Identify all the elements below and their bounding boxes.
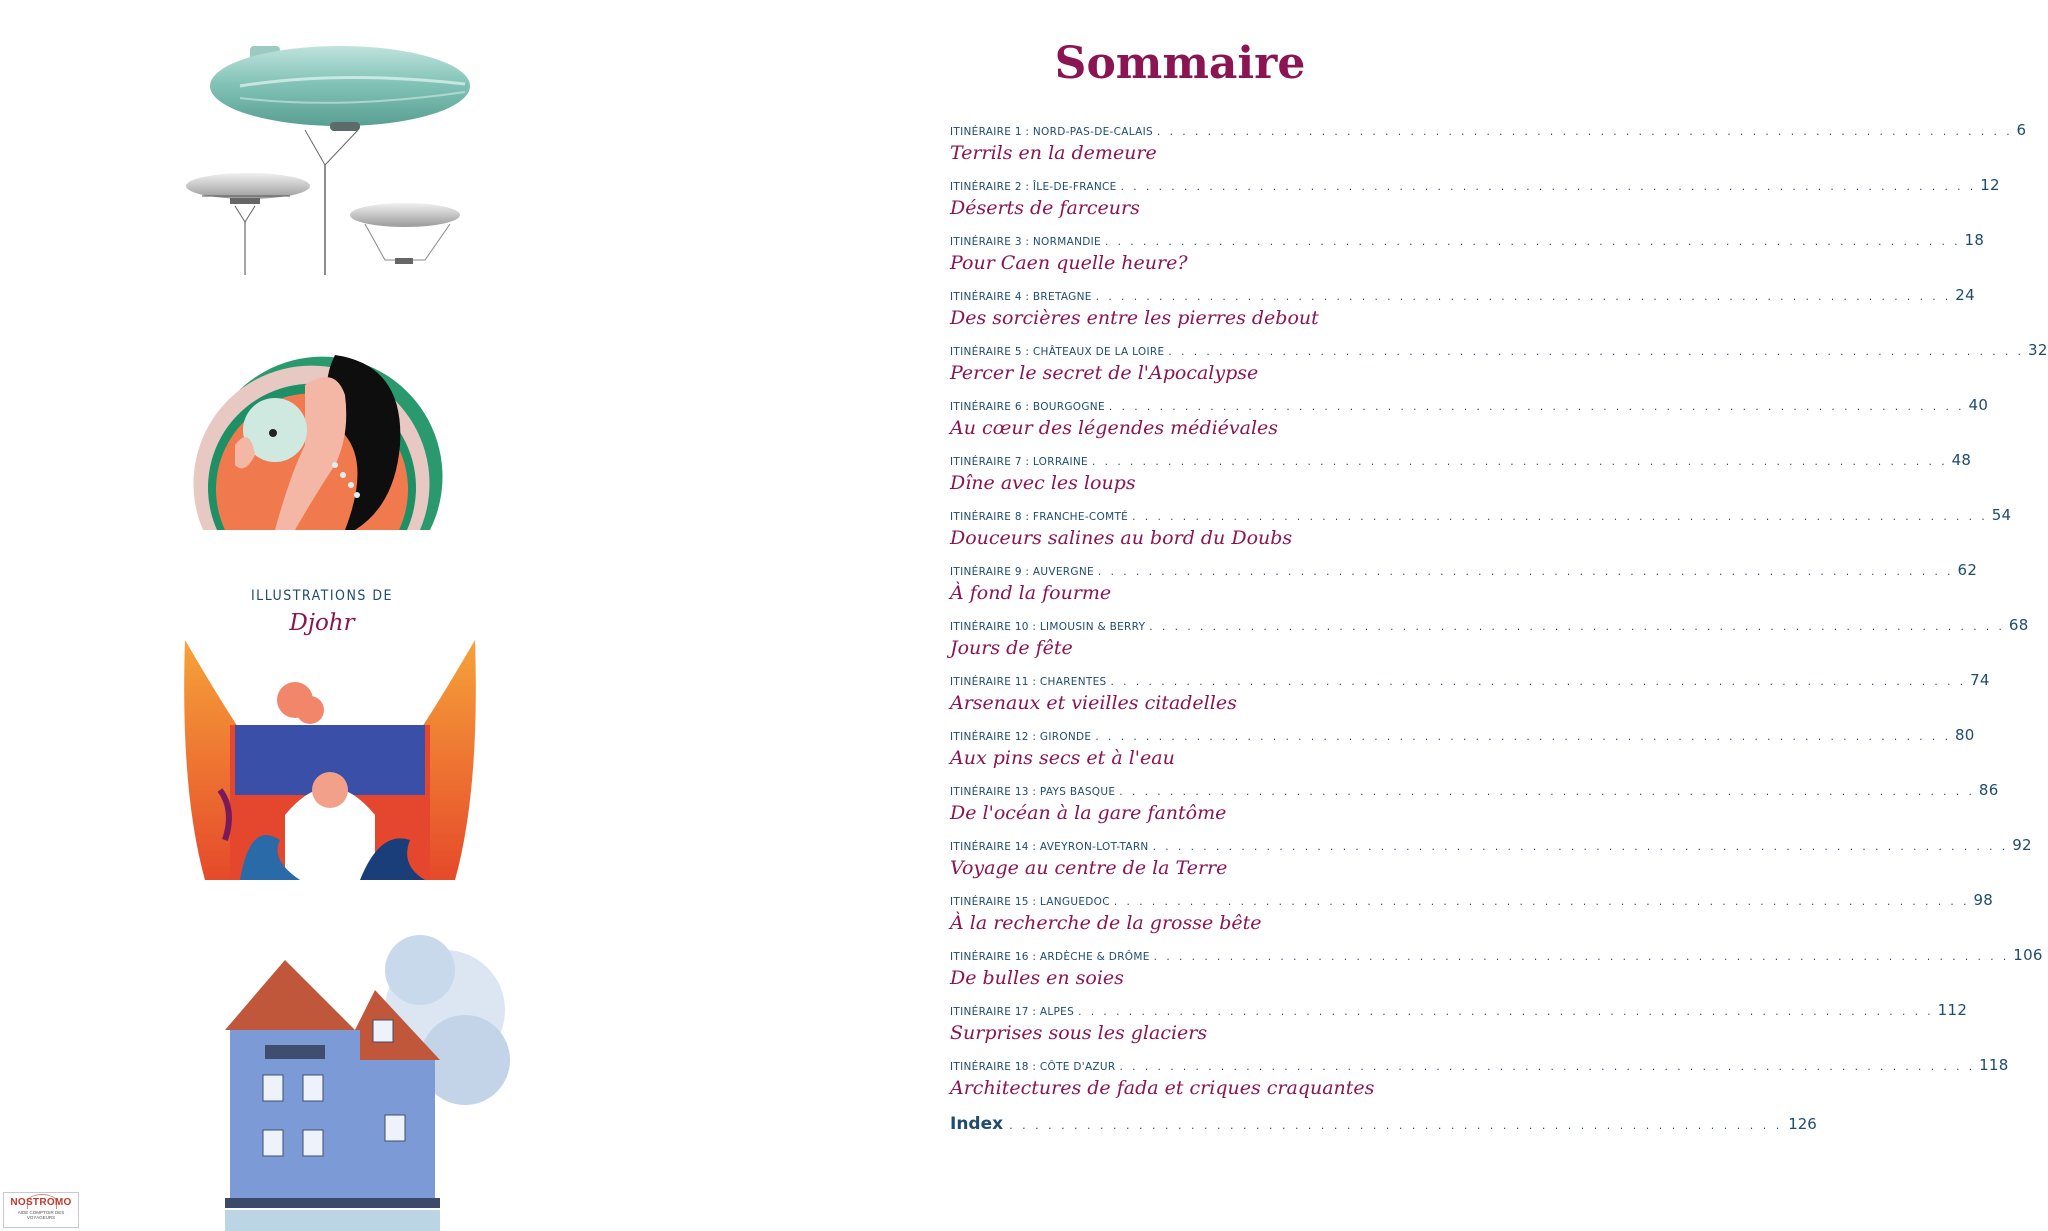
page-number: 18 [1964, 231, 1985, 249]
itinerary-title: Architectures de fada et criques craquantes [950, 1077, 1375, 1099]
itinerary-title: Surprises sous les glaciers [950, 1022, 1208, 1044]
illustrator-name: Djohr [289, 610, 355, 636]
toc-entry[interactable] [950, 1056, 2009, 1112]
toc-entry-header [950, 176, 2000, 194]
toc-entry-header [950, 286, 1975, 304]
leader-dots: . . . . . . . . . . . . . . . . . . . . . . . . . . . . . . . . . . . . . . . . . . . . . . . . . . . . . . . . . . . . . . . . . . . . [1095, 291, 1952, 303]
leader-dots: . . . . . . . . . . . . . . . . . . . . . . . . . . . . . . . . . . . . . . . . . . . . . . . . . . . . . . . . . . . . . . . . . . . . [1110, 676, 1967, 688]
itinerary-label: ITINÉRAIRE 17 : ALPES [950, 1006, 1075, 1018]
art-deco-medallion-illustration [195, 325, 455, 535]
airships-illustration [180, 40, 470, 280]
toc-entry[interactable] [950, 836, 2032, 892]
itinerary-title: Percer le secret de l'Apocalypse [950, 362, 1259, 384]
leader-dots: . . . . . . . . . . . . . . . . . . . . . . . . . . . . . . . . . . . . . . . . . . . . . . . . . . . . . . . . . . . . . . . . . . . . [1120, 181, 1977, 193]
itinerary-title: À la recherche de la grosse bête [950, 912, 1262, 934]
index-page-number: 126 [1788, 1115, 1817, 1133]
toc-entry-header [950, 836, 2032, 854]
toc-entry[interactable] [950, 1001, 1968, 1057]
itinerary-label: ITINÉRAIRE 4 : BRETAGNE [950, 291, 1092, 303]
page-number: 48 [1951, 451, 1972, 469]
toc-entry[interactable] [950, 671, 1990, 727]
page-number: 86 [1978, 781, 1999, 799]
toc-entry-header [950, 506, 2012, 524]
itinerary-label: ITINÉRAIRE 3 : NORMANDIE [950, 236, 1101, 248]
itinerary-label: ITINÉRAIRE 18 : CÔTE D'AZUR [950, 1061, 1116, 1073]
toc-entry-header [950, 946, 2043, 964]
toc-entry[interactable] [950, 561, 1978, 617]
page-number: 106 [2013, 946, 2043, 964]
itinerary-title: Terrils en la demeure [950, 142, 1157, 164]
leader-dots: . . . . . . . . . . . . . . . . . . . . . . . . . . . . . . . . . . . . . . . . . . . . . . . . . . . . . . . . . . . . . . . . . . . . [1152, 841, 2009, 853]
page-number: 40 [1968, 396, 1989, 414]
toc-entry-header [950, 561, 1978, 579]
itinerary-label: ITINÉRAIRE 6 : BOURGOGNE [950, 401, 1105, 413]
blue-house-illustration [215, 930, 515, 1231]
toc-entry-header [950, 121, 2027, 139]
itinerary-label: ITINÉRAIRE 14 : AVEYRON-LOT-TARN [950, 841, 1149, 853]
leader-dots: . . . . . . . . . . . . . . . . . . . . . . . . . . . . . . . . . . . . . . . . . . . . . . . . . . . . . . . . . . . . . . . . . . . . [1149, 621, 2005, 633]
itinerary-title: Aux pins secs et à l'eau [950, 747, 1175, 769]
itinerary-title: De l'océan à la gare fantôme [950, 802, 1227, 824]
leader-dots: . . . . . . . . . . . . . . . . . . . . . . . . . . . . . . . . . . . . . . . . . . . . . . . . . . . . . . . . . . . . . . . . . . . . [1097, 566, 1954, 578]
toc-entry[interactable] [950, 946, 2043, 1002]
itinerary-label: ITINÉRAIRE 8 : FRANCHE-COMTÉ [950, 511, 1129, 523]
itinerary-title: Pour Caen quelle heure? [950, 252, 1188, 274]
page-number: 118 [1979, 1056, 2009, 1074]
toc-entry-header [950, 616, 2029, 634]
itinerary-title: De bulles en soies [950, 967, 1124, 989]
page-number: 24 [1955, 286, 1975, 304]
itinerary-title: Déserts de farceurs [950, 197, 1140, 219]
toc-entry-header [950, 671, 1990, 689]
toc-entry[interactable] [950, 176, 2000, 232]
toc-entry-header [950, 781, 1999, 799]
page-number: 112 [1937, 1001, 1968, 1019]
leader-dots: . . . . . . . . . . . . . . . . . . . . . . . . . . . . . . . . . . . . . . . . . . . . . . . . . . . . . . . . . . . . . . . . . . . . [1104, 236, 1961, 248]
toc-entry-header [950, 726, 1975, 744]
toc-entry-header [950, 1056, 2009, 1074]
page-number: 6 [2016, 121, 2027, 139]
itinerary-title: Au cœur des légendes médiévales [950, 417, 1279, 439]
page-number: 92 [2012, 836, 2032, 854]
itinerary-label: ITINÉRAIRE 1 : NORD-PAS-DE-CALAIS [950, 126, 1153, 138]
leader-dots: . . . . . . . . . . . . . . . . . . . . . . . . . . . . . . . . . . . . . . . . . . . . . . . . . . . . . . . . . . . . . . . . . . . . [1095, 731, 1951, 743]
logo-name: NOSTROMO [10, 1197, 72, 1208]
toc-entry-header [950, 891, 1994, 909]
index-label: Index [950, 1114, 1004, 1134]
page-number: 12 [1980, 176, 2000, 194]
toc-entry-header [950, 341, 2048, 359]
itinerary-title: Jours de fête [950, 637, 1073, 659]
page-number: 54 [1991, 506, 2012, 524]
leader-dots: . . . . . . . . . . . . . . . . . . . . . . . . . . . . . . . . . . . . . . . . . . . . . . . . . . . . . . . . . . . . . . . . . . . . [1156, 126, 2013, 138]
toc-entry[interactable] [950, 231, 1985, 287]
toc-entry-header [950, 231, 1985, 249]
itinerary-label: ITINÉRAIRE 13 : PAYS BASQUE [950, 786, 1116, 798]
illustrations-column [0, 0, 660, 1231]
page-number: 62 [1957, 561, 1978, 579]
leader-dots: . . . . . . . . . . . . . . . . . . . . . . . . . . . . . . . . . . . . . . . . . . . . . . . . . . . . . . . . . . . . [1009, 1119, 1783, 1132]
toc-entry-header [950, 451, 1972, 469]
itinerary-title: Des sorcières entre les pierres debout [950, 307, 1319, 329]
page-number: 32 [2027, 341, 2048, 359]
nostromo-logo [3, 1192, 79, 1228]
leader-dots: . . . . . . . . . . . . . . . . . . . . . . . . . . . . . . . . . . . . . . . . . . . . . . . . . . . . . . . . . . . . . . . . . . . . [1078, 1006, 1934, 1018]
itinerary-label: ITINÉRAIRE 7 : LORRAINE [950, 456, 1088, 468]
toc-entry[interactable] [950, 341, 2048, 397]
toc-entry[interactable] [950, 726, 1975, 782]
itinerary-title: À fond la fourme [950, 582, 1112, 604]
itinerary-label: ITINÉRAIRE 15 : LANGUEDOC [950, 896, 1110, 908]
toc-entry[interactable] [950, 286, 1975, 342]
leader-dots: . . . . . . . . . . . . . . . . . . . . . . . . . . . . . . . . . . . . . . . . . . . . . . . . . . . . . . . . . . . . . . . . . . . . [1132, 511, 1988, 523]
itinerary-label: ITINÉRAIRE 10 : LIMOUSIN & BERRY [950, 621, 1146, 633]
itinerary-label: ITINÉRAIRE 2 : ÎLE-DE-FRANCE [950, 181, 1117, 193]
toc-entry[interactable] [950, 121, 2027, 177]
leader-dots: . . . . . . . . . . . . . . . . . . . . . . . . . . . . . . . . . . . . . . . . . . . . . . . . . . . . . . . . . . . . . . . . . . . . [1108, 401, 1965, 413]
toc-index-entry[interactable] [950, 1114, 1817, 1134]
toc-entry[interactable] [950, 506, 2012, 562]
illustrations-credit-label: ILLUSTRATIONS DE [250, 588, 394, 604]
toc-entry[interactable] [950, 781, 1999, 837]
leader-dots: . . . . . . . . . . . . . . . . . . . . . . . . . . . . . . . . . . . . . . . . . . . . . . . . . . . . . . . . . . . . . . . . . . . . [1091, 456, 1948, 468]
toc-entry[interactable] [950, 396, 1989, 452]
itinerary-title: Douceurs salines au bord du Doubs [950, 527, 1293, 549]
itinerary-title: Voyage au centre de la Terre [950, 857, 1228, 879]
itinerary-label: ITINÉRAIRE 9 : AUVERGNE [950, 566, 1094, 578]
itinerary-label: ITINÉRAIRE 11 : CHARENTES [950, 676, 1107, 688]
page-number: 80 [1954, 726, 1975, 744]
leader-dots: . . . . . . . . . . . . . . . . . . . . . . . . . . . . . . . . . . . . . . . . . . . . . . . . . . . . . . . . . . . . . . . . . . . . [1168, 346, 2024, 358]
leader-dots: . . . . . . . . . . . . . . . . . . . . . . . . . . . . . . . . . . . . . . . . . . . . . . . . . . . . . . . . . . . . . . . . . . . . [1119, 786, 1975, 798]
bridge-landscape-illustration [180, 640, 480, 885]
page-title: Sommaire [1054, 38, 1306, 89]
page-number: 98 [1973, 891, 1994, 909]
itinerary-title: Dîne avec les loups [950, 472, 1136, 494]
itinerary-label: ITINÉRAIRE 12 : GIRONDE [950, 731, 1092, 743]
toc-entry[interactable] [950, 616, 2029, 672]
toc-entry[interactable] [950, 451, 1972, 507]
leader-dots: . . . . . . . . . . . . . . . . . . . . . . . . . . . . . . . . . . . . . . . . . . . . . . . . . . . . . . . . . . . . . . . . . . . . [1113, 896, 1970, 908]
logo-tagline: AIDE COMPTOIR DES VOYAGEURS [17, 1210, 65, 1220]
page-number: 68 [2008, 616, 2029, 634]
toc-entry-header [950, 1001, 1968, 1019]
leader-dots: . . . . . . . . . . . . . . . . . . . . . . . . . . . . . . . . . . . . . . . . . . . . . . . . . . . . . . . . . . . . . . . . . . . . [1119, 1061, 1976, 1073]
globe-icon [27, 1194, 57, 1209]
itinerary-label: ITINÉRAIRE 16 : ARDÈCHE & DRÔME [950, 951, 1150, 963]
itinerary-title: Arsenaux et vieilles citadelles [950, 692, 1237, 714]
leader-dots: . . . . . . . . . . . . . . . . . . . . . . . . . . . . . . . . . . . . . . . . . . . . . . . . . . . . . . . . . . . . . . . . . . . . [1153, 951, 2010, 963]
toc-entry-header [950, 396, 1989, 414]
page-number: 74 [1970, 671, 1990, 689]
toc-entry[interactable] [950, 891, 1994, 947]
table-of-contents [950, 121, 2048, 1112]
itinerary-label: ITINÉRAIRE 5 : CHÂTEAUX DE LA LOIRE [950, 346, 1165, 358]
